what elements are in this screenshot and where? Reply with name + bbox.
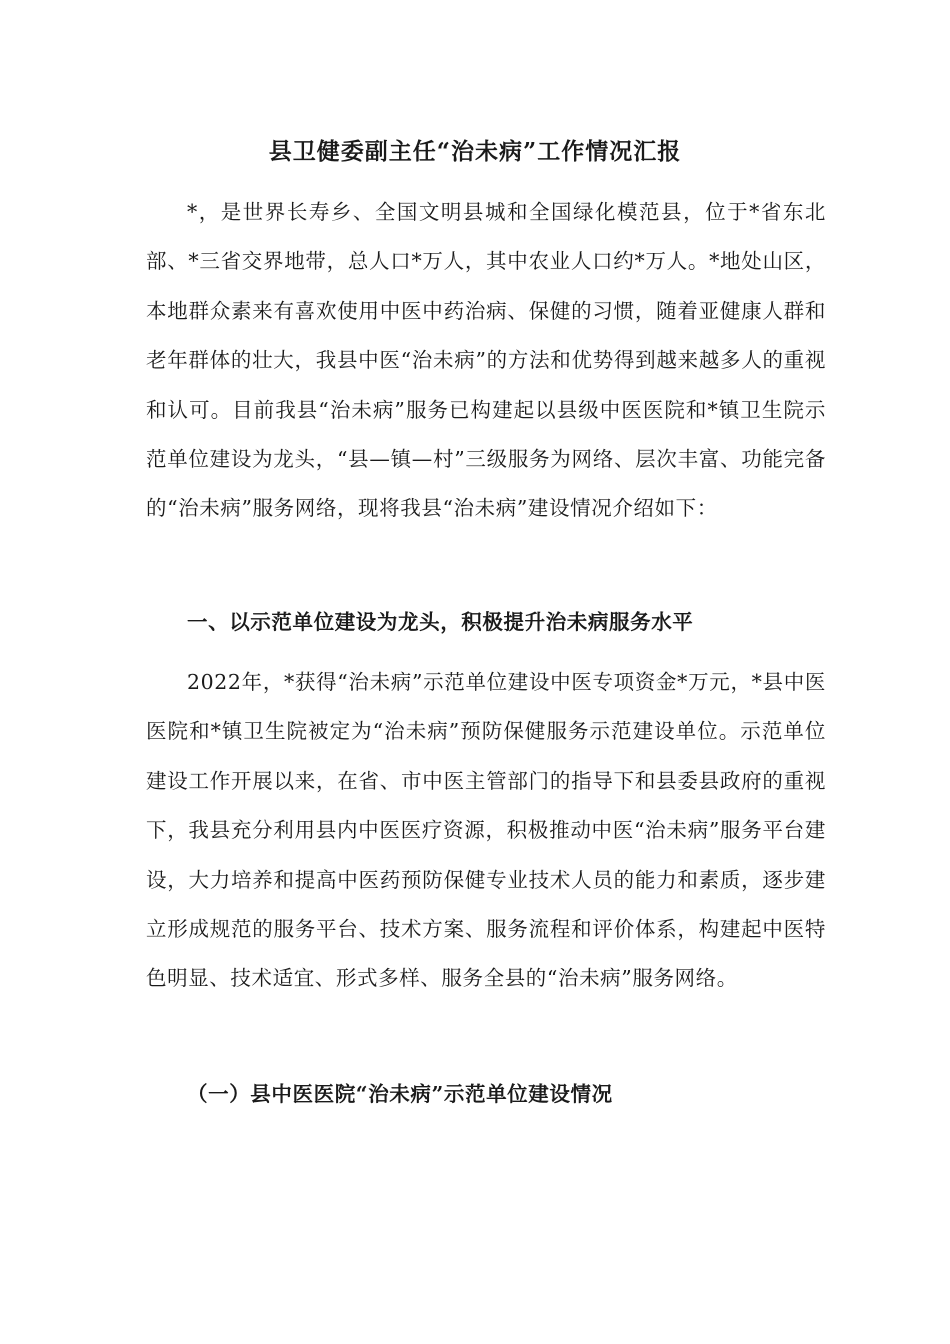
document-title: 县卫健委副主任“治未病”工作情况汇报: [268, 138, 682, 165]
section-1-paragraph: 2022年，*获得“治未病”示范单位建设中医专项资金*万元，*县中医医院和*镇卫生院被定为“治未病”预防保健服务示范建设单位。示范单位建设工作开展以来，在省、市中医主管部门的指导下和县委县政府的重视下，我县充分利用县内中医医疗资源，积极推动中医“治未病”服务平台建设，大力培养和提高中医药预防保健专业技术人员的能力和素质，逐步建立形成规范的服务平台、技术方案、服务流程和评价体系，构建起中医特色明显、技术适宜、形式多样、服务全县的“治未病”服务网络。: [146, 670, 826, 991]
subsection-heading-1: （一）县中医医院“治未病”示范单位建设情况: [187, 1082, 613, 1106]
section-heading-1: 一、以示范单位建设为龙头，积极提升治未病服务水平: [187, 610, 694, 634]
intro-paragraph: *，是世界长寿乡、全国文明县城和全国绿化模范县，位于*省东北部、*三省交界地带，总人口*万人，其中农业人口约*万人。*地处山区，本地群众素来有喜欢使用中医中药治病、保健的习惯，随着亚健康人群和老年群体的壮大，我县中医“治未病”的方法和优势得到越来越多人的重视和认可。目前我县“治未病”服务已构建起以县级中医医院和*镇卫生院示范单位建设为龙头，“县—镇—村”三级服务为网络、层次丰富、功能完备的“治未病”服务网络，现将我县“治未病”建设情况介绍如下：: [146, 200, 826, 521]
